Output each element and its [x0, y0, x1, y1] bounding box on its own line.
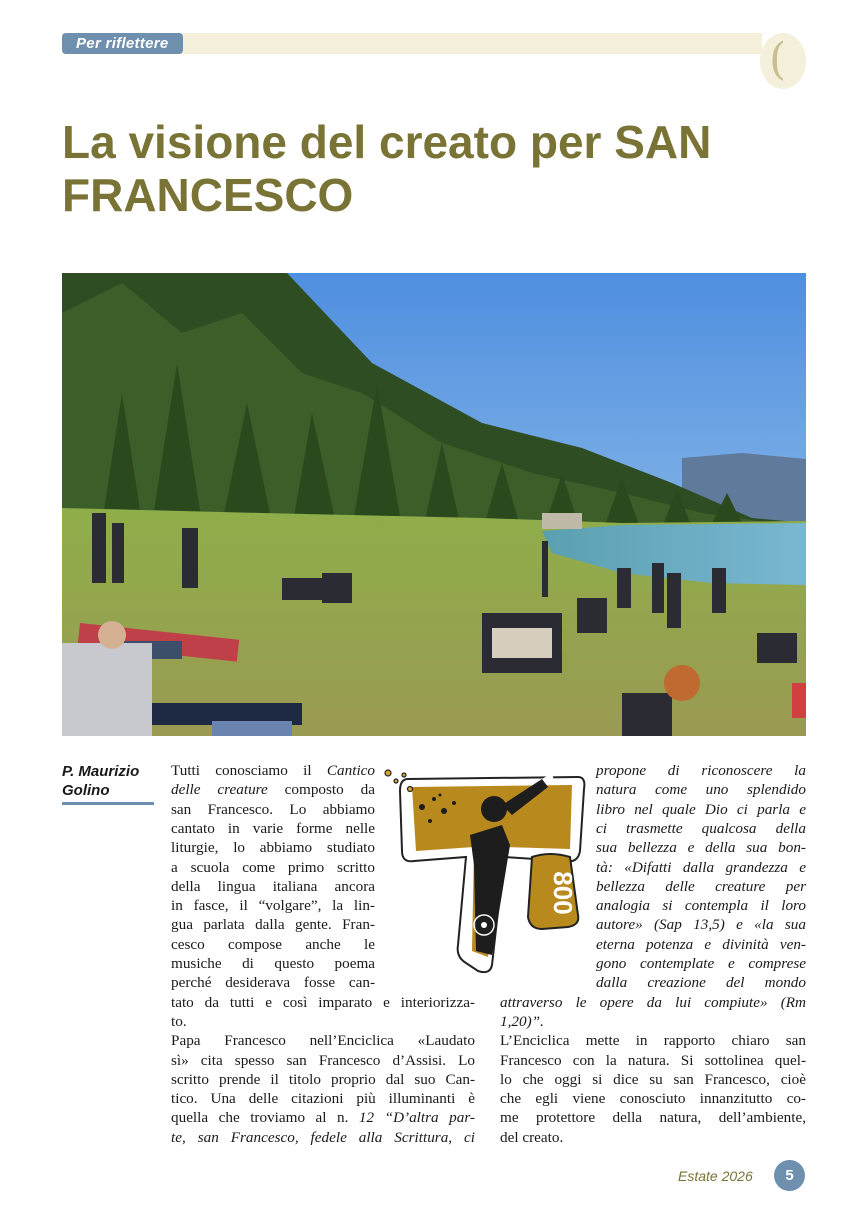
- san-francesco-800-tau-emblem: [382, 765, 590, 977]
- col2-line: me protettore della natura, dell’ambiente,: [500, 1109, 806, 1127]
- section-tag: Per riflettere: [62, 33, 183, 54]
- col2-line: natura come uno splendido: [596, 781, 806, 799]
- page-number: 5: [774, 1160, 805, 1191]
- col2-line: ci trasmette qualcosa della: [596, 819, 806, 837]
- col1-line: scritto prende il titolo proprio dal suo Can-: [171, 1070, 475, 1088]
- col2-line: libro nel quale Dio ci parla e: [596, 800, 806, 818]
- col2-line: L’Enciclica mette in rapporto chiaro san: [500, 1032, 806, 1050]
- lake-meadow-photo: [62, 273, 806, 736]
- col1-line: perché desiderava fosse can-: [171, 974, 375, 992]
- badge-number: 800: [548, 871, 578, 915]
- col1-line: Papa Francesco nell’Enciclica «Laudato: [171, 1032, 475, 1050]
- col1-line: tico. Una delle citazioni più illuminanti è: [171, 1090, 475, 1108]
- col2-line: sua bellezza e della sua bon-: [596, 839, 806, 857]
- col1-line: della lingua italiana ancora: [171, 877, 375, 895]
- title-line-2: FRANCESCO: [62, 169, 354, 221]
- col1-line: a scuola come primo scritto: [171, 858, 375, 876]
- col1-line: to.: [171, 1012, 187, 1030]
- photo-illustration: [62, 273, 806, 736]
- col1-line: gua parlata dalla gente. Fran-: [171, 916, 375, 934]
- col1-line: in fasce, il “volgare”, la lin-: [171, 897, 375, 915]
- col2-line: gono contemplate e comprese: [596, 955, 806, 972]
- col2-line: autore» (Sap 13,5) e «la sua: [596, 916, 806, 934]
- article-title: [62, 116, 822, 222]
- author-rule: [62, 802, 154, 805]
- issue-label: Estate 2026: [678, 1168, 753, 1184]
- header-ornament: (: [760, 33, 806, 89]
- col1-line: cesco compose anche le: [171, 935, 375, 953]
- col1-line: cantato in varie forme nelle: [171, 819, 375, 837]
- col2-line: lo che oggi si dice su san Francesco, cioè: [500, 1070, 806, 1088]
- col2-line: tà: «Difatti dalla grandezza e: [596, 858, 806, 876]
- col2-line: del creato.: [500, 1128, 564, 1146]
- col1-line: tato da tutti e così imparato e interiorizza-: [171, 993, 475, 1011]
- col2-line: bellezza delle creature per: [596, 877, 806, 895]
- col1-line: liturgie, lo abbiamo studiato: [171, 839, 375, 857]
- col2-line: Francesco con la natura. Si sottolinea quel-: [500, 1051, 806, 1069]
- col2-line: eterna potenza e divinità ven-: [596, 935, 806, 953]
- col1-line: san Francesco. Lo abbiamo: [171, 800, 375, 818]
- title-line-1: La visione del creato per SAN: [62, 116, 712, 168]
- col1-line: quella che troviamo al n. 12 “D’altra par-: [171, 1109, 475, 1127]
- col1-line: musiche di questo poema: [171, 955, 375, 972]
- author-name: P. Maurizio Golino: [62, 763, 140, 799]
- col2-line: che egli viene conosciuto innanzitutto co-: [500, 1090, 806, 1108]
- col2-line: dalla creazione del mondo: [596, 974, 806, 992]
- col1-line: sì» cita spesso san Francesco d’Assisi. Lo: [171, 1051, 475, 1069]
- col2-line: propone di riconoscere la: [596, 762, 806, 779]
- col2-line: attraverso le opere da lui compiute» (Rm: [500, 993, 806, 1011]
- col2-line: analogia si contempla il loro: [596, 897, 806, 915]
- col2-line: 1,20)”.: [500, 1012, 544, 1030]
- col1-line: Tutti conosciamo il Cantico: [171, 762, 375, 779]
- col1-line: te, san Francesco, fedele alla Scrittura, ci: [171, 1128, 475, 1146]
- col1-line: delle creature composto da: [171, 781, 375, 799]
